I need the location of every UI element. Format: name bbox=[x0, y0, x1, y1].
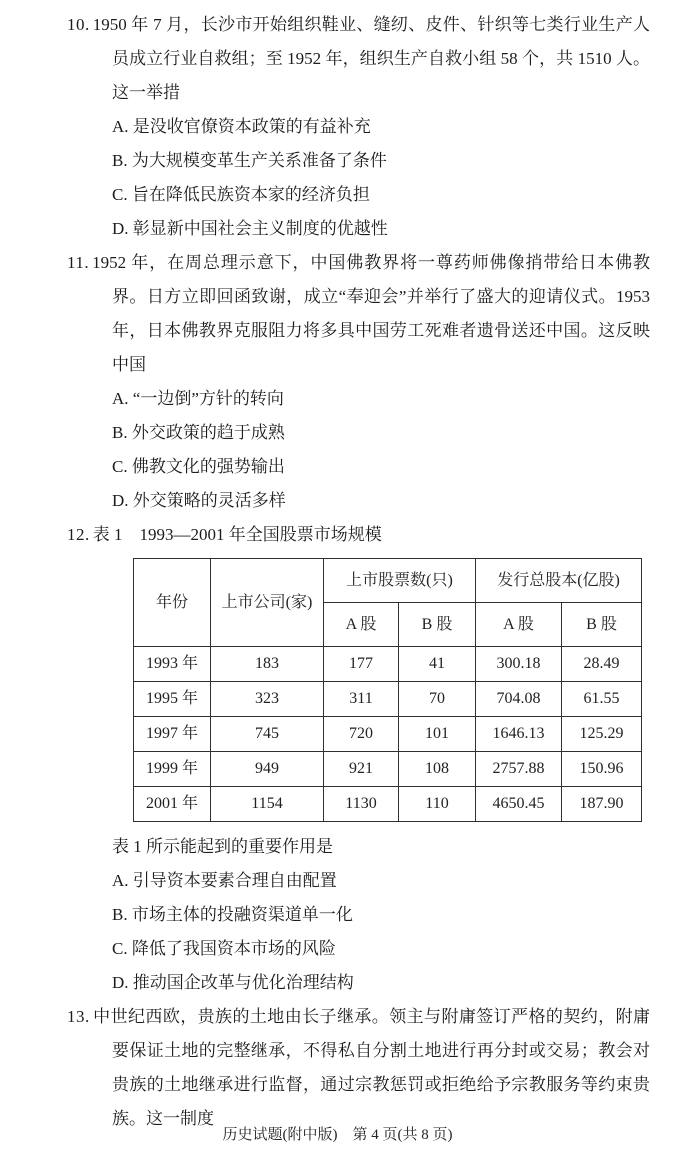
question-11-stem bbox=[67, 246, 650, 382]
table-header-year: 年份 bbox=[134, 559, 211, 647]
table-header-listed-a: A 股 bbox=[324, 603, 399, 647]
table-cell: 745 bbox=[211, 717, 324, 752]
table-cell: 949 bbox=[211, 752, 324, 787]
table-cell: 61.55 bbox=[562, 682, 642, 717]
question-10 bbox=[67, 8, 650, 246]
question-10-number: 10. bbox=[67, 15, 90, 34]
question-10-option-d: D. 彰显新中国社会主义制度的优越性 bbox=[112, 219, 388, 238]
question-11-option-a: A. “一边倒”方针的转向 bbox=[112, 389, 284, 408]
question-10-option-c: C. 旨在降低民族资本家的经济负担 bbox=[112, 185, 370, 204]
question-10-text: 1950 年 7 月，长沙市开始组织鞋业、缝纫、皮件、针织等七类行业生产人员成立行业自救组；至 1952 年，组织生产自救小组 58 个，共 1510 人。这一举措 bbox=[92, 15, 650, 102]
question-12 bbox=[67, 518, 650, 1000]
table-cell: 110 bbox=[399, 787, 476, 822]
question-12-option-b: B. 市场主体的投融资渠道单一化 bbox=[112, 905, 353, 924]
question-11-number: 11. bbox=[67, 253, 90, 272]
table-row-1999 bbox=[134, 752, 642, 787]
table-cell: 177 bbox=[324, 647, 399, 682]
table-row-1997 bbox=[134, 717, 642, 752]
question-11-option-c: C. 佛教文化的强势输出 bbox=[112, 457, 285, 476]
table-cell: 720 bbox=[324, 717, 399, 752]
table-cell: 125.29 bbox=[562, 717, 642, 752]
question-12-table-title: 表 1 1993—2001 年全国股票市场规模 bbox=[92, 525, 382, 544]
table-cell: 311 bbox=[324, 682, 399, 717]
question-11 bbox=[67, 246, 650, 518]
table-cell: 921 bbox=[324, 752, 399, 787]
table-cell: 187.90 bbox=[562, 787, 642, 822]
stock-market-table bbox=[133, 558, 642, 822]
table-header-issued-a: A 股 bbox=[476, 603, 562, 647]
table-cell: 70 bbox=[399, 682, 476, 717]
question-11-text: 1952 年，在周总理示意下，中国佛教界将一尊药师佛像捎带给日本佛教界。日方立即回函致谢，成立“奉迎会”并举行了盛大的迎请仪式。1953 年，日本佛教界克服阻力将多具中国劳工死难者遗骨送还中国。这反映中国 bbox=[92, 253, 650, 374]
table-cell: 1999 年 bbox=[134, 752, 211, 787]
question-13-stem bbox=[67, 1000, 650, 1136]
question-11-option-d: D. 外交策略的灵活多样 bbox=[112, 491, 286, 510]
table-header-companies: 上市公司(家) bbox=[211, 559, 324, 647]
question-10-option-b: B. 为大规模变革生产关系准备了条件 bbox=[112, 151, 387, 170]
table-cell: 704.08 bbox=[476, 682, 562, 717]
table-header-listed-group: 上市股票数(只) bbox=[324, 559, 476, 603]
question-12-number: 12. bbox=[67, 525, 90, 544]
table-cell: 1995 年 bbox=[134, 682, 211, 717]
table-cell: 1993 年 bbox=[134, 647, 211, 682]
table-cell: 1997 年 bbox=[134, 717, 211, 752]
question-12-stem: 表 1 所示能起到的重要作用是 bbox=[112, 837, 333, 856]
question-12-option-c: C. 降低了我国资本市场的风险 bbox=[112, 939, 336, 958]
table-cell: 28.49 bbox=[562, 647, 642, 682]
table-cell: 4650.45 bbox=[476, 787, 562, 822]
table-cell: 101 bbox=[399, 717, 476, 752]
table-header-issued-group: 发行总股本(亿股) bbox=[476, 559, 642, 603]
question-13 bbox=[67, 1000, 650, 1136]
question-10-stem bbox=[67, 8, 650, 110]
table-cell: 300.18 bbox=[476, 647, 562, 682]
question-13-text: 中世纪西欧，贵族的土地由长子继承。领主与附庸签订严格的契约，附庸要保证土地的完整继承，不得私自分割土地进行再分封或交易；教会对贵族的土地继承进行监督，通过宗教惩罚或拒绝给予宗教服务等约束贵族。这一制度 bbox=[92, 1007, 650, 1128]
table-row-1993 bbox=[134, 647, 642, 682]
question-12-option-d: D. 推动国企改革与优化治理结构 bbox=[112, 973, 354, 992]
table-cell: 183 bbox=[211, 647, 324, 682]
table-cell: 1646.13 bbox=[476, 717, 562, 752]
table-cell: 2001 年 bbox=[134, 787, 211, 822]
question-11-option-b: B. 外交政策的趋于成熟 bbox=[112, 423, 285, 442]
table-row-1995 bbox=[134, 682, 642, 717]
page-footer: 历史试题(附中版) 第 4 页(共 8 页) bbox=[222, 1127, 453, 1143]
stock-market-table-wrapper bbox=[133, 558, 650, 822]
question-12-option-a: A. 引导资本要素合理自由配置 bbox=[112, 871, 337, 890]
table-cell: 150.96 bbox=[562, 752, 642, 787]
table-cell: 2757.88 bbox=[476, 752, 562, 787]
table-cell: 1130 bbox=[324, 787, 399, 822]
table-header-listed-b: B 股 bbox=[399, 603, 476, 647]
table-cell: 108 bbox=[399, 752, 476, 787]
question-13-number: 13. bbox=[67, 1007, 90, 1026]
table-cell: 323 bbox=[211, 682, 324, 717]
question-10-option-a: A. 是没收官僚资本政策的有益补充 bbox=[112, 117, 371, 136]
table-row-2001 bbox=[134, 787, 642, 822]
question-12-title bbox=[67, 518, 650, 552]
table-cell: 41 bbox=[399, 647, 476, 682]
table-header-issued-b: B 股 bbox=[562, 603, 642, 647]
table-cell: 1154 bbox=[211, 787, 324, 822]
